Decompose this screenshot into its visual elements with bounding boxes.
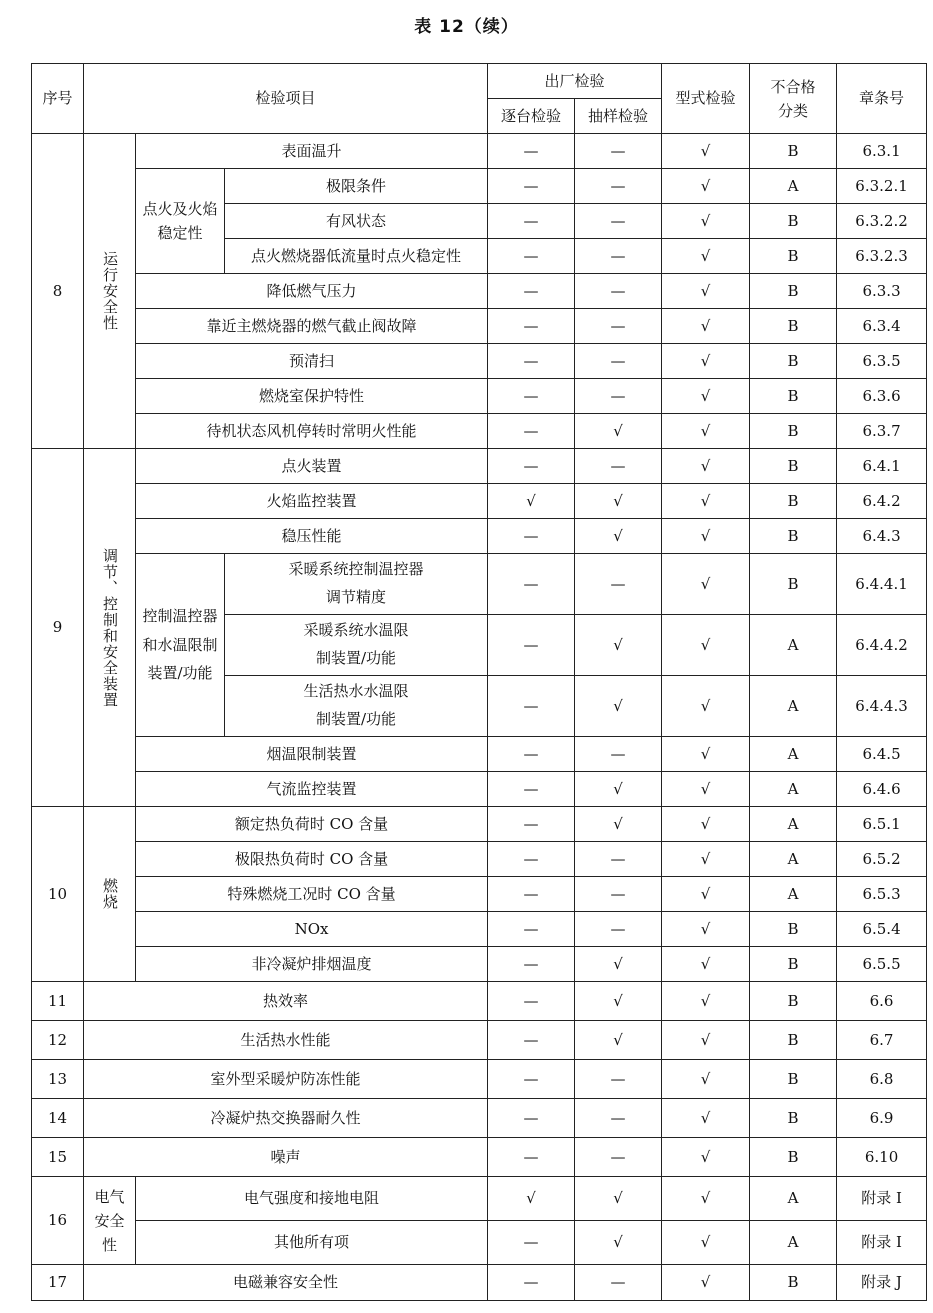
cell-class: A: [750, 676, 837, 737]
row-item: 有风状态: [225, 204, 488, 239]
row-item: 极限热负荷时 CO 含量: [136, 842, 488, 877]
cell-clause: 6.8: [837, 1060, 927, 1099]
table-row: [32, 484, 927, 519]
cell-clause: 6.4.4.3: [837, 676, 927, 737]
cell-each: —: [488, 772, 575, 807]
cell-sample: √: [575, 484, 662, 519]
table-row: [32, 449, 927, 484]
cell-each: —: [488, 274, 575, 309]
cell-clause: 6.3.2.2: [837, 204, 927, 239]
cell-clause: 6.4.4.1: [837, 554, 927, 615]
cell-type: √: [662, 1177, 750, 1221]
cell-type: √: [662, 519, 750, 554]
cell-each: —: [488, 1021, 575, 1060]
cell-type: √: [662, 737, 750, 772]
row-item: 电气强度和接地电阻: [136, 1177, 488, 1221]
table-row: [32, 842, 927, 877]
cell-sample: √: [575, 982, 662, 1021]
subgroup-label: 点火及火焰稳定性: [136, 169, 225, 274]
cell-class: B: [750, 1265, 837, 1301]
cell-sample: —: [575, 842, 662, 877]
cell-each: —: [488, 449, 575, 484]
cell-sample: —: [575, 1138, 662, 1177]
cell-type: √: [662, 449, 750, 484]
cell-sample: √: [575, 1177, 662, 1221]
cell-sample: —: [575, 912, 662, 947]
cell-sample: —: [575, 554, 662, 615]
cell-sample: —: [575, 1099, 662, 1138]
row-seq: 8: [32, 134, 84, 449]
cell-clause: 6.10: [837, 1138, 927, 1177]
table-row: [32, 519, 927, 554]
table-row: [32, 1138, 927, 1177]
row-item: 气流监控装置: [136, 772, 488, 807]
cell-clause: 6.3.6: [837, 379, 927, 414]
cell-clause: 6.6: [837, 982, 927, 1021]
row-item: 生活热水性能: [84, 1021, 488, 1060]
cell-class: A: [750, 1221, 837, 1265]
row-seq: 15: [32, 1138, 84, 1177]
cell-each: —: [488, 1265, 575, 1301]
cell-class: B: [750, 947, 837, 982]
table-row: [32, 982, 927, 1021]
table-row: [32, 134, 927, 169]
cell-each: —: [488, 344, 575, 379]
cell-type: √: [662, 239, 750, 274]
table-row: [32, 947, 927, 982]
subgroup-label: 控制温控器和水温限制装置/功能: [136, 554, 225, 737]
cell-clause: 6.9: [837, 1099, 927, 1138]
cell-class: A: [750, 772, 837, 807]
table-row: [32, 1177, 927, 1221]
row-item: 点火装置: [136, 449, 488, 484]
cell-type: √: [662, 842, 750, 877]
cell-sample: —: [575, 1265, 662, 1301]
cell-each: √: [488, 1177, 575, 1221]
cell-sample: √: [575, 1221, 662, 1265]
row-seq: 12: [32, 1021, 84, 1060]
cell-class: A: [750, 807, 837, 842]
cell-class: B: [750, 1138, 837, 1177]
row-item: 火焰监控装置: [136, 484, 488, 519]
row-item: 燃烧室保护特性: [136, 379, 488, 414]
cell-clause: 6.4.5: [837, 737, 927, 772]
cell-each: —: [488, 204, 575, 239]
row-item: 待机状态风机停转时常明火性能: [136, 414, 488, 449]
cell-class: A: [750, 877, 837, 912]
header-item: 检验项目: [84, 64, 488, 134]
row-item: 稳压性能: [136, 519, 488, 554]
row-seq: 16: [32, 1177, 84, 1265]
cell-class: B: [750, 274, 837, 309]
cell-clause: 6.3.1: [837, 134, 927, 169]
group-label: 燃烧: [84, 807, 136, 982]
cell-sample: √: [575, 519, 662, 554]
cell-clause: 6.3.4: [837, 309, 927, 344]
row-seq: 13: [32, 1060, 84, 1099]
cell-class: A: [750, 842, 837, 877]
cell-sample: √: [575, 947, 662, 982]
cell-each: —: [488, 737, 575, 772]
cell-clause: 6.4.3: [837, 519, 927, 554]
cell-each: —: [488, 947, 575, 982]
cell-clause: 附录 I: [837, 1177, 927, 1221]
cell-clause: 附录 J: [837, 1265, 927, 1301]
cell-type: √: [662, 1021, 750, 1060]
cell-sample: —: [575, 169, 662, 204]
row-item: 预清扫: [136, 344, 488, 379]
cell-class: B: [750, 204, 837, 239]
row-item: NOx: [136, 912, 488, 947]
cell-clause: 6.4.6: [837, 772, 927, 807]
cell-sample: √: [575, 414, 662, 449]
inspection-table: [31, 63, 927, 1301]
cell-sample: —: [575, 1060, 662, 1099]
group-label: 调节、控制和安全装置: [84, 449, 136, 807]
cell-type: √: [662, 1060, 750, 1099]
cell-sample: —: [575, 239, 662, 274]
cell-each: —: [488, 1060, 575, 1099]
cell-class: B: [750, 134, 837, 169]
cell-clause: 6.7: [837, 1021, 927, 1060]
header-each: 逐台检验: [488, 99, 575, 134]
header-clause: 章条号: [837, 64, 927, 134]
cell-each: —: [488, 676, 575, 737]
cell-type: √: [662, 772, 750, 807]
table-row: [32, 1060, 927, 1099]
cell-type: √: [662, 912, 750, 947]
cell-class: B: [750, 344, 837, 379]
table-row: [32, 807, 927, 842]
row-item: 烟温限制装置: [136, 737, 488, 772]
cell-sample: —: [575, 204, 662, 239]
table-row: [32, 1099, 927, 1138]
cell-each: —: [488, 414, 575, 449]
cell-type: √: [662, 615, 750, 676]
header-factory: 出厂检验: [488, 64, 662, 99]
cell-each: —: [488, 877, 575, 912]
cell-class: B: [750, 484, 837, 519]
table-row: [32, 1265, 927, 1301]
cell-type: √: [662, 274, 750, 309]
row-item: 靠近主燃烧器的燃气截止阀故障: [136, 309, 488, 344]
cell-sample: —: [575, 449, 662, 484]
cell-class: B: [750, 912, 837, 947]
cell-type: √: [662, 982, 750, 1021]
cell-clause: 6.3.2.3: [837, 239, 927, 274]
cell-type: √: [662, 676, 750, 737]
cell-type: √: [662, 204, 750, 239]
cell-type: √: [662, 554, 750, 615]
cell-clause: 6.4.4.2: [837, 615, 927, 676]
row-item: 降低燃气压力: [136, 274, 488, 309]
cell-each: —: [488, 519, 575, 554]
cell-class: B: [750, 309, 837, 344]
row-seq: 17: [32, 1265, 84, 1301]
table-row: [32, 877, 927, 912]
row-item: 点火燃烧器低流量时点火稳定性: [225, 239, 488, 274]
cell-sample: —: [575, 379, 662, 414]
group-label: 运行安全性: [84, 134, 136, 449]
cell-type: √: [662, 1138, 750, 1177]
table-row: [32, 912, 927, 947]
cell-clause: 6.5.5: [837, 947, 927, 982]
cell-each: √: [488, 484, 575, 519]
cell-class: B: [750, 1099, 837, 1138]
cell-clause: 6.3.7: [837, 414, 927, 449]
cell-class: B: [750, 414, 837, 449]
cell-each: —: [488, 309, 575, 344]
cell-class: B: [750, 519, 837, 554]
row-seq: 10: [32, 807, 84, 982]
row-item: 冷凝炉热交换器耐久性: [84, 1099, 488, 1138]
cell-clause: 6.5.1: [837, 807, 927, 842]
row-item: 非冷凝炉排烟温度: [136, 947, 488, 982]
group-label: 电气安全性: [84, 1177, 136, 1265]
cell-clause: 6.3.5: [837, 344, 927, 379]
row-item: 特殊燃烧工况时 CO 含量: [136, 877, 488, 912]
table-row: [32, 1021, 927, 1060]
cell-each: —: [488, 807, 575, 842]
cell-sample: —: [575, 309, 662, 344]
row-seq: 14: [32, 1099, 84, 1138]
cell-sample: —: [575, 134, 662, 169]
cell-sample: √: [575, 772, 662, 807]
row-item: 采暖系统水温限制装置/功能: [225, 615, 488, 676]
cell-class: B: [750, 982, 837, 1021]
table-row: [32, 737, 927, 772]
cell-each: —: [488, 554, 575, 615]
cell-each: —: [488, 1099, 575, 1138]
header-type: 型式检验: [662, 64, 750, 134]
cell-clause: 6.5.4: [837, 912, 927, 947]
cell-each: —: [488, 1221, 575, 1265]
row-item: 噪声: [84, 1138, 488, 1177]
cell-type: √: [662, 1099, 750, 1138]
row-seq: 9: [32, 449, 84, 807]
row-item: 额定热负荷时 CO 含量: [136, 807, 488, 842]
cell-type: √: [662, 807, 750, 842]
row-item: 热效率: [84, 982, 488, 1021]
table-row: [32, 414, 927, 449]
cell-sample: —: [575, 274, 662, 309]
cell-each: —: [488, 982, 575, 1021]
row-item: 电磁兼容安全性: [84, 1265, 488, 1301]
cell-sample: —: [575, 344, 662, 379]
cell-clause: 6.4.2: [837, 484, 927, 519]
cell-clause: 6.3.3: [837, 274, 927, 309]
cell-sample: √: [575, 807, 662, 842]
table-row: [32, 309, 927, 344]
cell-type: √: [662, 947, 750, 982]
table-row: [32, 274, 927, 309]
cell-class: A: [750, 169, 837, 204]
cell-type: √: [662, 484, 750, 519]
cell-class: B: [750, 554, 837, 615]
cell-class: A: [750, 1177, 837, 1221]
cell-class: B: [750, 379, 837, 414]
row-item: 其他所有项: [136, 1221, 488, 1265]
cell-clause: 6.3.2.1: [837, 169, 927, 204]
cell-type: √: [662, 877, 750, 912]
row-item: 表面温升: [136, 134, 488, 169]
cell-type: √: [662, 344, 750, 379]
cell-sample: √: [575, 1021, 662, 1060]
cell-sample: √: [575, 615, 662, 676]
cell-type: √: [662, 169, 750, 204]
table-row: [32, 772, 927, 807]
row-item: 采暖系统控制温控器调节精度: [225, 554, 488, 615]
cell-type: √: [662, 134, 750, 169]
table-title: 表 12（续）: [414, 17, 519, 37]
cell-each: —: [488, 842, 575, 877]
header-seq: 序号: [32, 64, 84, 134]
table-row: [32, 554, 927, 615]
cell-sample: —: [575, 737, 662, 772]
cell-type: √: [662, 379, 750, 414]
cell-each: —: [488, 615, 575, 676]
row-item: 极限条件: [225, 169, 488, 204]
cell-each: —: [488, 379, 575, 414]
cell-each: —: [488, 169, 575, 204]
cell-sample: √: [575, 676, 662, 737]
cell-class: B: [750, 1060, 837, 1099]
cell-clause: 6.5.2: [837, 842, 927, 877]
cell-class: B: [750, 1021, 837, 1060]
cell-each: —: [488, 912, 575, 947]
cell-sample: —: [575, 877, 662, 912]
cell-each: —: [488, 134, 575, 169]
row-seq: 11: [32, 982, 84, 1021]
cell-type: √: [662, 1221, 750, 1265]
table-row: [32, 1221, 927, 1265]
header-sample: 抽样检验: [575, 99, 662, 134]
table-row: [32, 169, 927, 204]
table-row: [32, 344, 927, 379]
row-item: 生活热水水温限制装置/功能: [225, 676, 488, 737]
cell-clause: 6.4.1: [837, 449, 927, 484]
cell-type: √: [662, 414, 750, 449]
cell-each: —: [488, 239, 575, 274]
cell-class: A: [750, 737, 837, 772]
cell-class: A: [750, 615, 837, 676]
cell-type: √: [662, 1265, 750, 1301]
table-row: [32, 379, 927, 414]
row-item: 室外型采暖炉防冻性能: [84, 1060, 488, 1099]
cell-clause: 6.5.3: [837, 877, 927, 912]
header-nonconform: 不合格分类: [750, 64, 837, 134]
cell-class: B: [750, 239, 837, 274]
cell-clause: 附录 I: [837, 1221, 927, 1265]
cell-type: √: [662, 309, 750, 344]
cell-each: —: [488, 1138, 575, 1177]
cell-class: B: [750, 449, 837, 484]
